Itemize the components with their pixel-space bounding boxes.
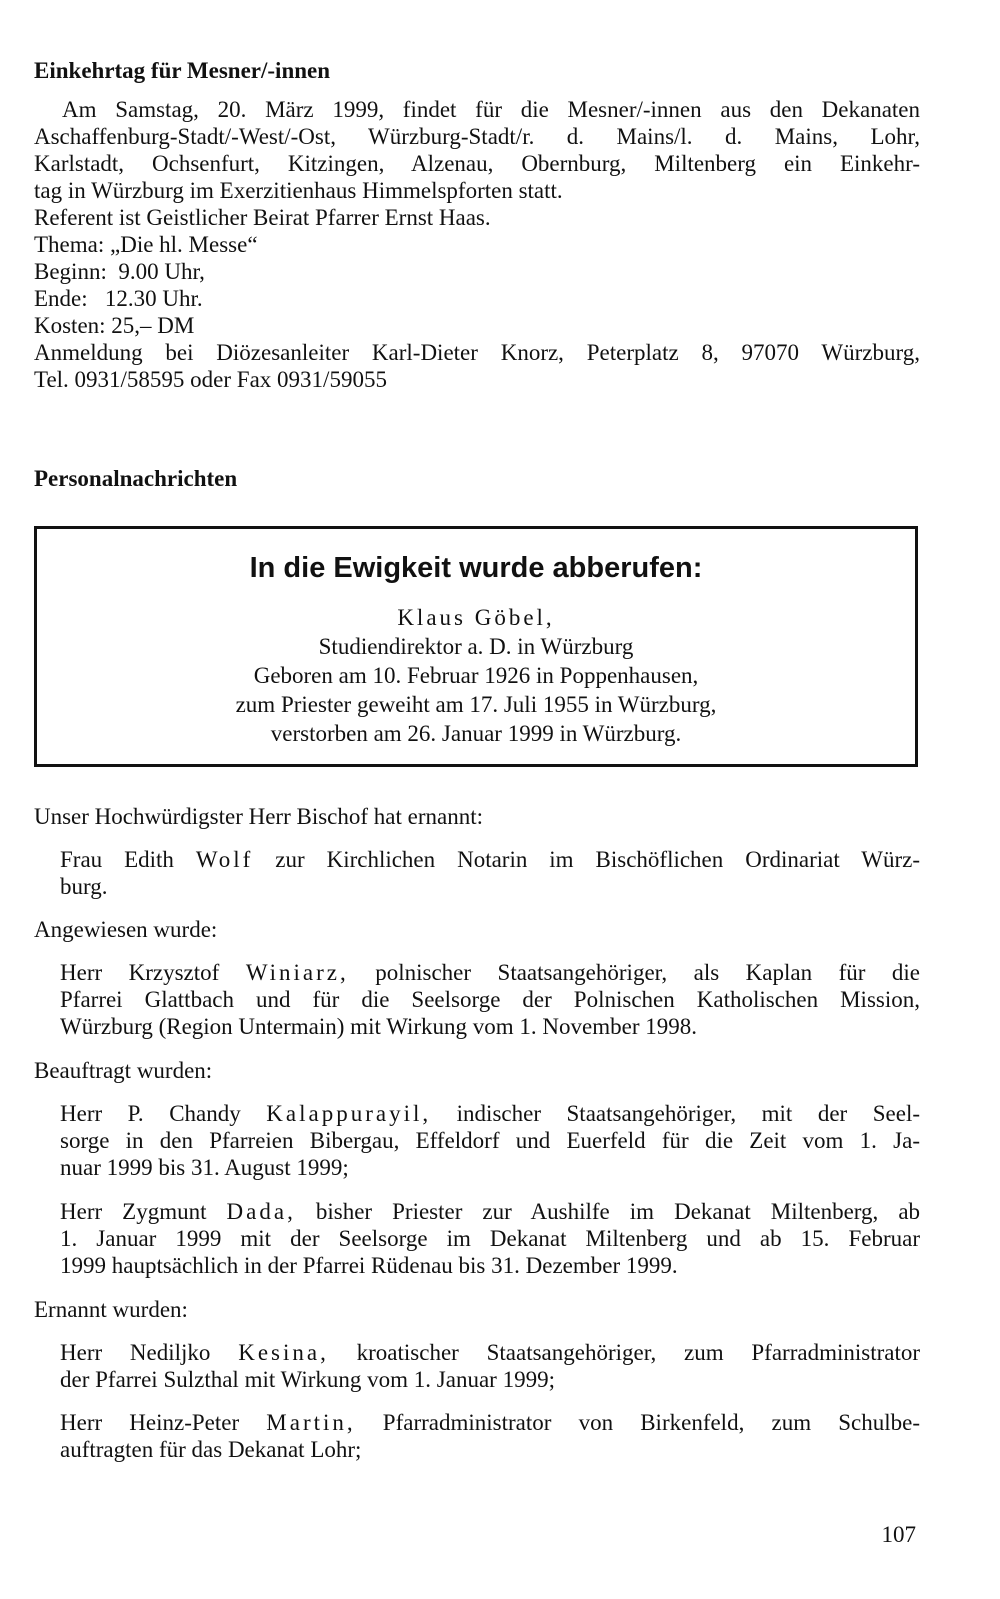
entry-kalappurayil-line-2: sorge in den Pfarreien Bibergau, Effeldorf und Euerfeld für die Zeit vom 1. Ja- <box>60 1128 920 1153</box>
entry-dada-line-2: 1. Januar 1999 mit der Seelsorge im Dekanat Miltenberg und ab 15. Februar <box>60 1226 920 1251</box>
einkehrtag-line-3: Karlstadt, Ochsenfurt, Kitzingen, Alzenau, Obernburg, Miltenberg ein Einkehr- <box>34 151 920 176</box>
beauftragt-heading: Beauftragt wurden: <box>34 1058 213 1083</box>
entry-kesina-line-2: der Pfarrei Sulzthal mit Wirkung vom 1. Januar 1999; <box>60 1367 555 1392</box>
entry-wolf-line-1 <box>60 846 920 873</box>
entry-winiarz-line-3: Würzburg (Region Untermain) mit Wirkung vom 1. November 1998. <box>60 1014 697 1039</box>
einkehrtag-anmeldung: Anmeldung bei Diözesanleiter Karl-Dieter Knorz, Peterplatz 8, 97070 Würzburg, <box>34 340 920 365</box>
entry-martin-line-1 <box>60 1409 920 1436</box>
entry-dada-rest: bisher Priester zur Aushilfe im Dekanat Miltenberg, ab <box>315 1199 921 1224</box>
entry-martin-name: Martin, <box>266 1410 356 1435</box>
entry-kalappurayil-line-1 <box>60 1100 920 1127</box>
obituary-line-4: verstorben am 26. Januar 1999 in Würzburg. <box>270 721 682 746</box>
ernannt-heading: Ernannt wurden: <box>34 1297 188 1322</box>
bischof-heading: Unser Hochwürdigster Herr Bischof hat ernannt: <box>34 804 484 829</box>
entry-martin-rest: Pfarradministrator von Birkenfeld, zum Schulbe- <box>382 1410 920 1435</box>
entry-dada-line-3: 1999 hauptsächlich in der Pfarrei Rüdenau bis 31. Dezember 1999. <box>60 1253 678 1278</box>
einkehrtag-heading: Einkehrtag für Mesner/-innen <box>34 58 331 83</box>
entry-kalappurayil-pre: Herr P. Chandy <box>60 1101 241 1126</box>
entry-kalappurayil-line-3: nuar 1999 bis 31. August 1999; <box>60 1155 349 1180</box>
entry-martin-pre: Herr Heinz-Peter <box>60 1410 240 1435</box>
entry-winiarz-pre: Herr Krzysztof <box>60 960 220 985</box>
entry-martin <box>60 1409 920 1463</box>
entry-martin-line-2: auftragten für das Dekanat Lohr; <box>60 1437 362 1462</box>
entry-wolf-name: Wolf <box>195 847 254 872</box>
entry-winiarz-rest: polnischer Staatsangehöriger, als Kaplan für die <box>375 960 921 985</box>
entry-winiarz-name: Winiarz, <box>245 960 349 985</box>
einkehrtag-ende: Ende: 12.30 Uhr. <box>34 286 203 311</box>
einkehrtag-kosten: Kosten: 25,– DM <box>34 313 195 338</box>
entry-dada-name: Dada, <box>226 1199 296 1224</box>
entry-kesina-rest: kroatischer Staatsangehöriger, zum Pfarradministrator <box>356 1340 920 1365</box>
entry-wolf-pre: Frau Edith <box>60 847 174 872</box>
einkehrtag-paragraph <box>34 96 920 393</box>
obituary-line-1: Studiendirektor a. D. in Würzburg <box>318 634 634 659</box>
angewiesen-heading: Angewiesen wurde: <box>34 917 218 942</box>
entry-kalappurayil-rest: indischer Staatsangehöriger, mit der Seel- <box>456 1101 921 1126</box>
entry-dada <box>60 1198 920 1279</box>
einkehrtag-line-1: Am Samstag, 20. März 1999, findet für die Mesner/-innen aus den Dekanaten <box>62 97 920 122</box>
einkehrtag-thema: Thema: „Die hl. Messe“ <box>34 232 258 257</box>
entry-kesina <box>60 1339 920 1393</box>
obituary-box <box>34 526 918 767</box>
entry-winiarz <box>60 959 920 1040</box>
obituary-title: In die Ewigkeit wurde abberufen: <box>249 552 703 584</box>
obituary-line-2: Geboren am 10. Februar 1926 in Poppenhausen, <box>253 663 699 688</box>
page-number: 107 <box>881 1522 916 1547</box>
entry-wolf-line-2: burg. <box>60 874 108 899</box>
entry-dada-line-1 <box>60 1198 920 1225</box>
obituary-name: Klaus Göbel, <box>397 605 555 630</box>
einkehrtag-tel: Tel. 0931/58595 oder Fax 0931/59055 <box>34 367 387 392</box>
obituary-line-3: zum Priester geweiht am 17. Juli 1955 in Würzburg, <box>235 692 717 717</box>
einkehrtag-referent: Referent ist Geistlicher Beirat Pfarrer Ernst Haas. <box>34 205 491 230</box>
entry-kalappurayil <box>60 1100 920 1181</box>
einkehrtag-line-4: tag in Würzburg im Exerzitienhaus Himmelspforten statt. <box>34 178 563 203</box>
entry-wolf-rest: zur Kirchlichen Notarin im Bischöflichen Ordinariat Würz- <box>275 847 920 872</box>
entry-dada-pre: Herr Zygmunt <box>60 1199 207 1224</box>
obituary-body <box>37 603 915 748</box>
entry-winiarz-line-1 <box>60 959 920 986</box>
entry-kesina-line-1 <box>60 1339 920 1366</box>
entry-winiarz-line-2: Pfarrei Glattbach und für die Seelsorge der Polnischen Katholischen Mission, <box>60 987 920 1012</box>
entry-kalappurayil-name: Kalappurayil, <box>266 1101 432 1126</box>
entry-kesina-name: Kesina, <box>238 1340 329 1365</box>
document-page <box>34 0 920 1599</box>
entry-kesina-pre: Herr Nediljko <box>60 1340 211 1365</box>
personal-heading: Personalnachrichten <box>34 466 238 491</box>
einkehrtag-line-2: Aschaffenburg-Stadt/-West/-Ost, Würzburg-Stadt/r. d. Mains/l. d. Mains, Lohr, <box>34 124 920 149</box>
entry-wolf <box>60 846 920 900</box>
einkehrtag-beginn: Beginn: 9.00 Uhr, <box>34 259 205 284</box>
